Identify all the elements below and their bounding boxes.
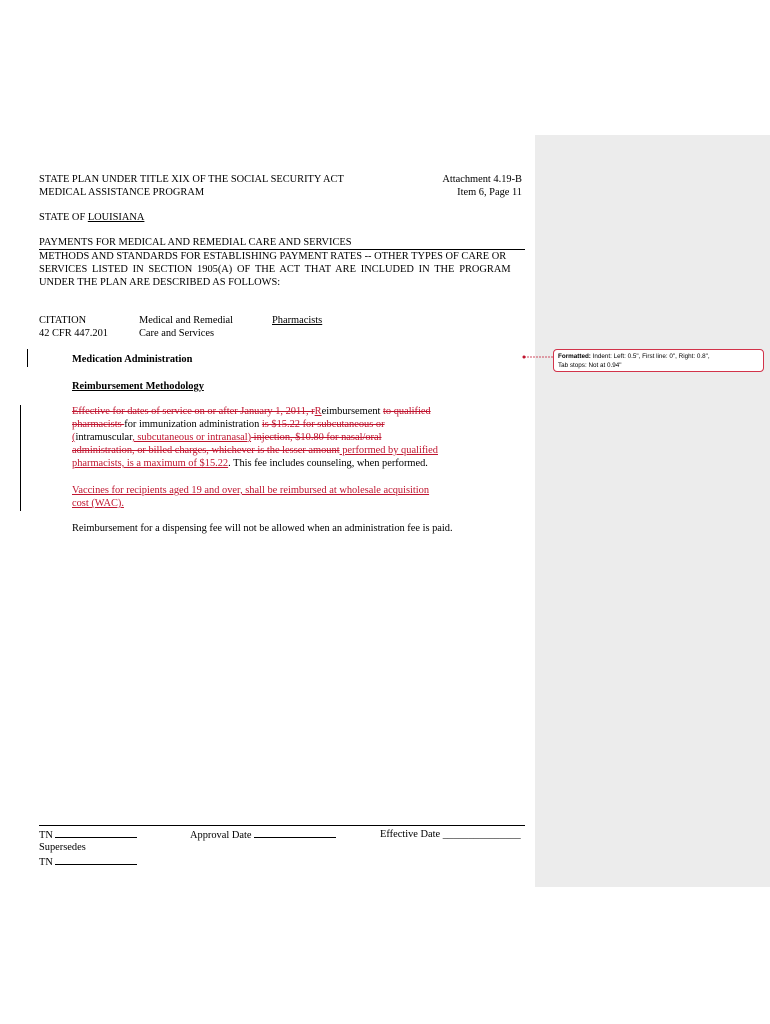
comment-text-2: Tab stops: Not at 0.94" <box>558 362 622 369</box>
item-page-label: Item 6, Page 11 <box>457 187 522 198</box>
inserted-text: R <box>314 406 322 417</box>
methods-line-2: SERVICES LISTED IN SECTION 1905(A) OF THE ACT THAT ARE INCLUDED IN THE PROGRAM <box>39 264 511 275</box>
supersedes-label: Supersedes <box>39 842 86 853</box>
deleted-text: to qualified <box>383 406 431 417</box>
deleted-text: injection, $10.80 for nasal/oral <box>251 432 382 443</box>
tn2-label: TN <box>39 857 53 868</box>
footer-effective <box>380 828 521 841</box>
comment-label: Formatted: <box>558 353 591 360</box>
comment-margin-pane <box>535 135 770 887</box>
para3: Reimbursement for a dispensing fee will not be allowed when an administration fee is paid. <box>72 523 453 534</box>
footer-approval <box>190 828 336 842</box>
service-line-1: Medical and Remedial <box>139 315 234 326</box>
service-line-2: Care and Services <box>139 328 215 339</box>
para1-line3 <box>72 431 382 444</box>
state-line <box>39 211 144 224</box>
body-text: eimbursement <box>321 406 384 417</box>
state-name: LOUISIANA <box>87 212 145 223</box>
approval-label: Approval Date <box>190 830 252 841</box>
deleted-text: administration, or billed charges, whichever is the lesser amount <box>72 445 340 456</box>
comment-text-1: Indent: Left: 0.5", First line: 0", Right: 0.8", <box>590 353 710 360</box>
footer-tn <box>39 828 137 842</box>
body-text: intramuscular <box>75 432 133 443</box>
payments-title: PAYMENTS FOR MEDICAL AND REMEDIAL CARE AND SERVICES <box>39 237 352 248</box>
deleted-text: Effective for dates of service on or after January 1, 2011, r <box>72 406 315 417</box>
effective-blank: _______________ <box>442 829 521 840</box>
citation-cfr: 42 CFR 447.201 <box>39 328 108 339</box>
section-heading: Medication Administration <box>72 354 193 365</box>
para2-line2: cost (WAC). <box>72 498 124 509</box>
tn2-blank <box>55 855 137 865</box>
state-prefix: STATE OF <box>39 212 88 223</box>
tn-blank <box>55 828 137 838</box>
header-title-line2: MEDICAL ASSISTANCE PROGRAM <box>39 187 205 198</box>
approval-blank <box>254 828 336 838</box>
methods-line-1: METHODS AND STANDARDS FOR ESTABLISHING PAYMENT RATES -- OTHER TYPES OF CARE OR <box>39 251 507 262</box>
inserted-text: ( <box>72 432 76 443</box>
effective-label: Effective Date <box>380 829 441 840</box>
comment-connector <box>515 352 555 362</box>
citation-label: CITATION <box>39 315 87 326</box>
inserted-text: performed by qualified <box>339 445 438 456</box>
footer-divider <box>39 825 525 826</box>
body-text: . This fee includes counseling, when performed. <box>228 458 428 469</box>
para2-line1: Vaccines for recipients aged 19 and over, shall be reimbursed at wholesale acquisition <box>72 485 430 496</box>
deleted-text: is $15.22 for subcutaneous or <box>261 419 385 430</box>
change-bar-1 <box>27 349 28 367</box>
deleted-text: pharmacists <box>72 419 125 430</box>
inserted-text: pharmacists, is a maximum of $15.22 <box>72 458 229 469</box>
tn-label: TN <box>39 830 53 841</box>
footer-tn2 <box>39 855 137 869</box>
attachment-label: Attachment 4.19-B <box>442 174 522 185</box>
header-title-line1: STATE PLAN UNDER TITLE XIX OF THE SOCIAL SECURITY ACT <box>39 174 344 185</box>
comment-line-1 <box>558 352 759 361</box>
methods-line-3: UNDER THE PLAN ARE DESCRIBED AS FOLLOWS: <box>39 277 281 288</box>
formatting-comment[interactable] <box>553 349 764 372</box>
body-text: for immunization administration <box>124 419 262 430</box>
para1-line5 <box>72 457 428 470</box>
para1-line1 <box>72 405 431 418</box>
inserted-text: , subcutaneous or intranasal) <box>132 432 252 443</box>
program-pharmacists: Pharmacists <box>272 315 323 326</box>
para1-line4 <box>72 444 438 457</box>
section-subheading: Reimbursement Methodology <box>72 381 204 392</box>
change-bar-2 <box>20 405 21 511</box>
para1-line2 <box>72 418 385 431</box>
